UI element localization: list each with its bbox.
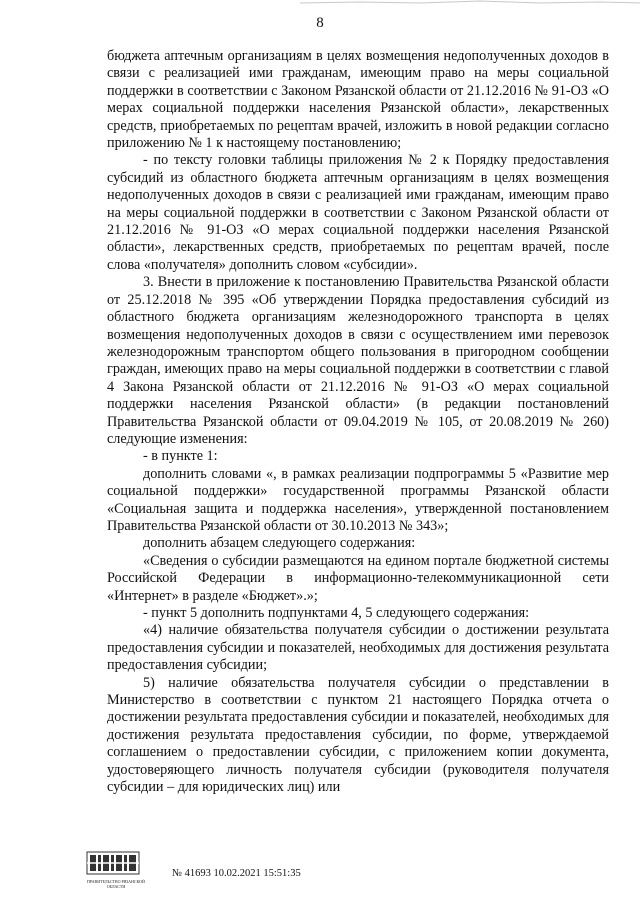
- paragraph-table-header-change: - по тексту головки таблицы приложения № 2 к Порядку предоставления субсидий из областного бюджета аптечным организациям в целях возмещения недополученных доходов в связи с реализацией ими гражданам, имеющим право на меры социальной поддержки в соответствии с Законом Рязанской области от 21.12.2016 № 91-ОЗ «О мерах социальной поддержки населения Рязанской области», лекарственных средств, приобретаемых по рецептам врачей, после слова «получателя» дополнить словом «субсидии».: [107, 152, 609, 273]
- page-number: 8: [316, 15, 324, 31]
- registration-number: № 41693 10.02.2021 15:51:35: [172, 868, 301, 879]
- paragraph-point-1: - в пункте 1:: [143, 448, 218, 465]
- paragraph-subsidy-info: «Сведения о субсидии размещаются на едином портале бюджетной системы Российской Федерации в информационно-телекоммуникационной сети «Интернет» в разделе «Бюджет».»;: [107, 552, 609, 604]
- paragraph-item-3: 3. Внести в приложение к постановлению Правительства Рязанской области от 25.12.2018 № 395 «Об утверждении Порядка предоставления субсидий из областного бюджета организациям железнодорожного транспорта в целях возмещения недополученных доходов в связи с осуществлением ими перевозок железнодорожным транспортом общего пользования в пригородном сообщении граждан, имеющих право на меры социальной поддержки в соответствии с главой 4 Закона Рязанской области от 21.12.2016 № 91-ОЗ «О мерах социальной поддержки населения Рязанской области» (в редакции постановлений Правительства Рязанской области от 09.04.2019 № 105, от 20.08.2019 № 260) следующие изменения:: [107, 274, 609, 447]
- paragraph-add-words: дополнить словами «, в рамках реализации подпрограммы 5 «Развитие мер социальной поддержки» государственной программы Рязанской области «Социальная защита и поддержка населения», утвержденной постановлением Правительства Рязанской области от 30.10.2013 № 343»;: [107, 465, 609, 534]
- paragraph-subpoint-4: «4) наличие обязательства получателя субсидии о достижении результата предоставления субсидии и показателей, необходимых для достижения результата предоставления субсидии;: [107, 622, 609, 674]
- stamp-caption: ПРАВИТЕЛЬСТВО РЯЗАНСКОЙ ОБЛАСТИ: [87, 879, 145, 889]
- paragraph-point-5: - пункт 5 дополнить подпунктами 4, 5 следующего содержания:: [143, 605, 530, 621]
- paragraph-continuation: бюджета аптечным организациям в целях возмещения недополученных доходов в связи с реализацией ими гражданам, имеющим право на меры социальной поддержки в соответствии с Законом Рязанской области от 21.12.2016 № 91-ОЗ «О мерах социальной поддержки населения Рязанской области», лекарственных средств, приобретаемых по рецептам врачей, изложить в новой редакции согласно приложению № 1 к настоящему постановлению;: [107, 48, 609, 152]
- registration-stamp-logo: [86, 848, 140, 878]
- paragraph-subpoint-5: 5) наличие обязательства получателя субсидии о представлении в Министерство в соответствии с пунктом 21 настоящего Порядка отчета о достижении результата предоставления субсидии и показателей, необходимых для достижения результата предоставления субсидии, по форме, утверждаемой соглашением о предоставлении субсидии, с приложением копии документа, удостоверяющего личность получателя субсидии (руководителя получателя субсидии – для юридических лиц) или: [107, 674, 609, 796]
- scan-edge-noise: [0, 0, 640, 8]
- paragraph-add-clause: дополнить абзацем следующего содержания:: [143, 535, 416, 552]
- document-body: [107, 48, 609, 796]
- page-footer: [80, 848, 380, 888]
